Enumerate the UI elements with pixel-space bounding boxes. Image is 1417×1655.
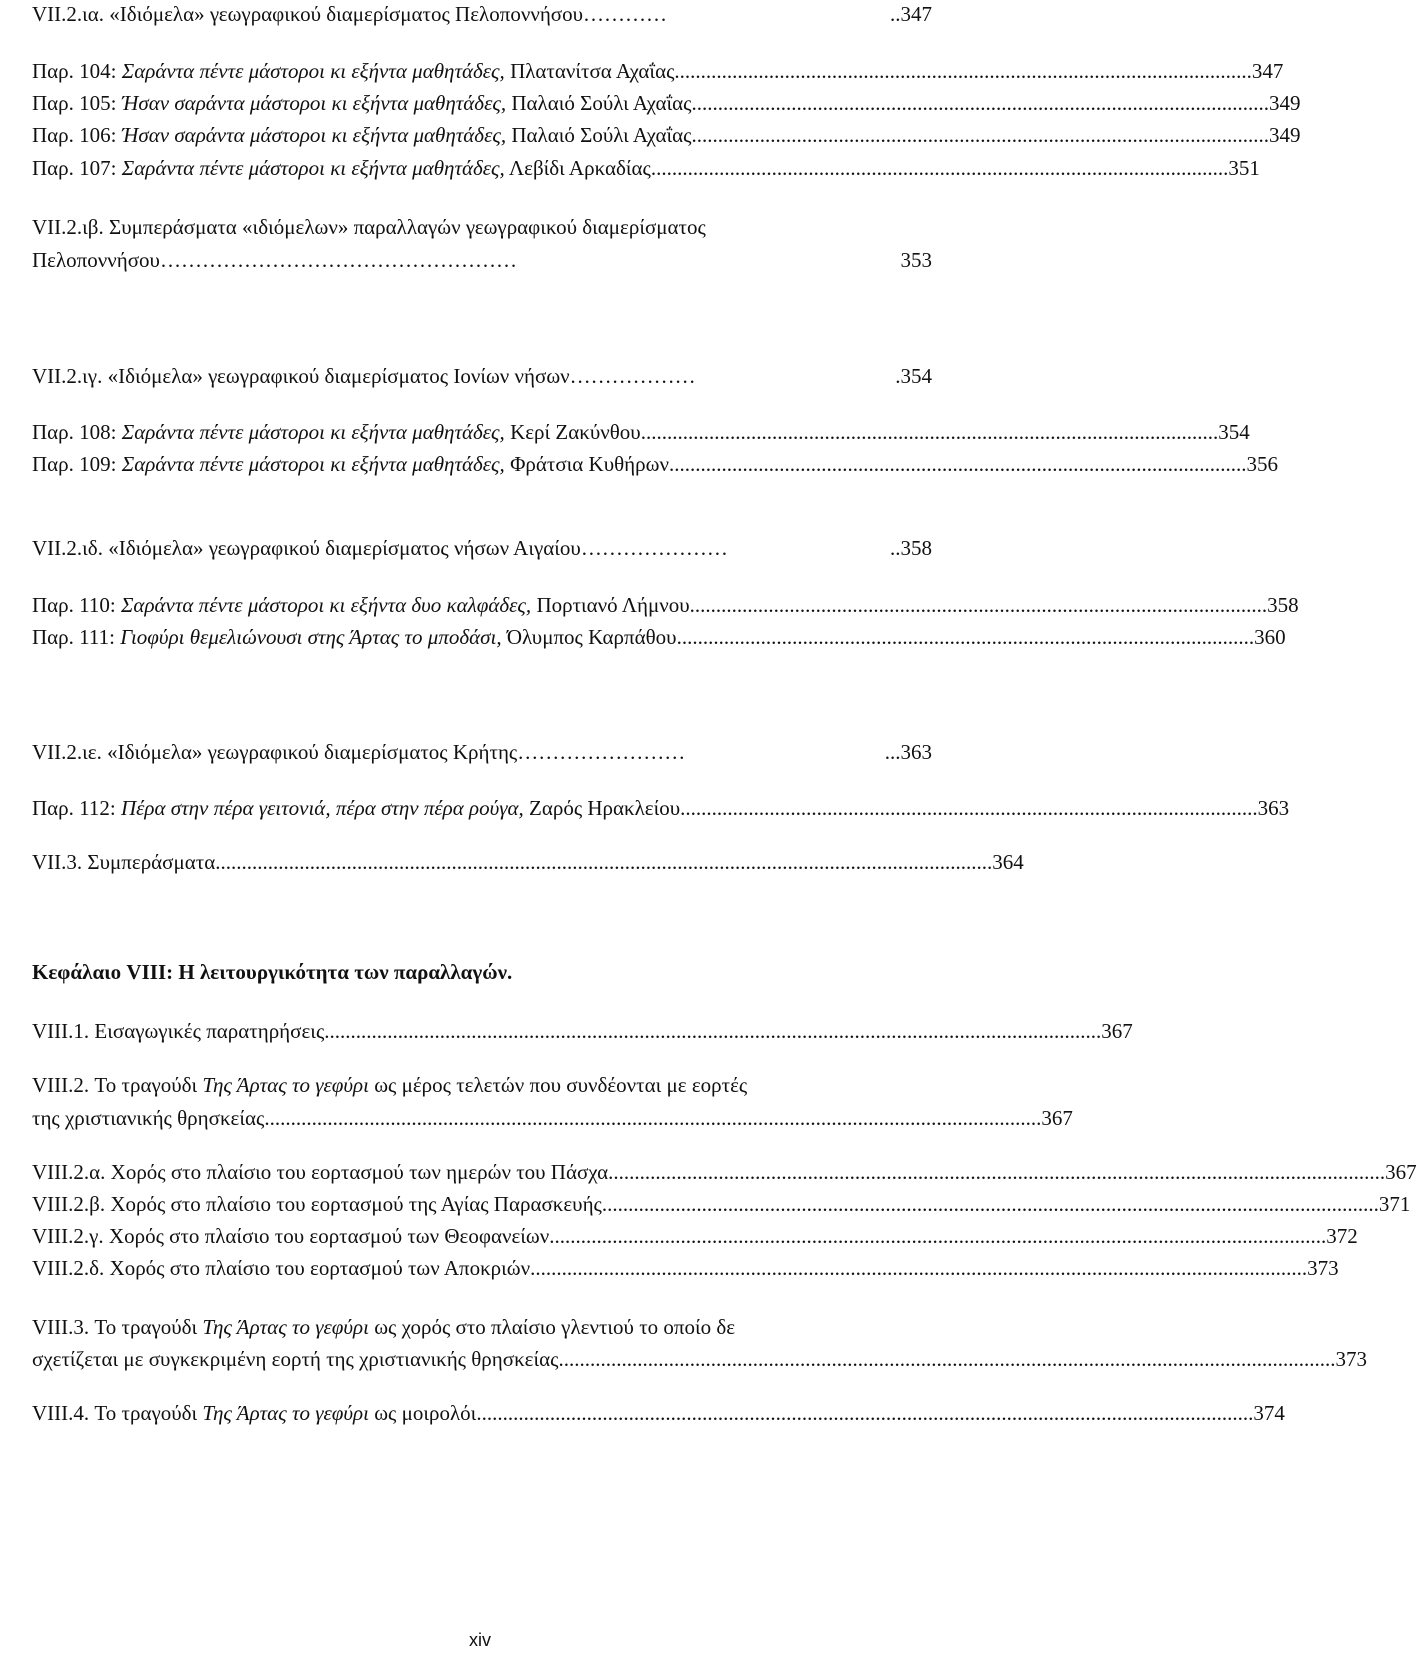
entry-title: VIII.2.β. Χορός στο πλαίσιο του εορτασμού της Αγίας Παρασκευής	[32, 1192, 602, 1216]
page-number: 356	[1246, 452, 1278, 476]
entry-suffix: Πορτιανό Λήμνου	[531, 593, 690, 617]
dot-leader: ....................................................................................................................................................	[549, 1224, 1327, 1248]
entry-italic: Σαράντα πέντε μάστοροι κι εξήντα δυο καλφάδες,	[120, 593, 532, 617]
toc-entry	[32, 1222, 1358, 1250]
page-number: ..358	[890, 536, 932, 560]
dot-leader: ..............................................................................................................	[640, 420, 1219, 444]
toc-entry	[32, 1254, 1339, 1282]
page-number: 353	[900, 248, 932, 272]
page-number: 373	[1335, 1347, 1367, 1371]
toc-entry	[32, 246, 932, 274]
toc-entry	[32, 1158, 1417, 1186]
dot-leader: …………	[583, 2, 668, 26]
page-number: 347	[1251, 59, 1284, 83]
entry-prefix: VIII.4. Το τραγούδι	[32, 1401, 203, 1425]
dot-leader: ……………………	[517, 740, 686, 764]
toc-entry	[32, 1399, 1285, 1427]
entry-suffix: Παλαιό Σούλι Αχαΐας	[506, 123, 692, 147]
entry-italic: Πέρα στην πέρα γειτονιά, πέρα στην πέρα ρούγα,	[120, 796, 524, 820]
toc-entry	[32, 89, 1301, 117]
entry-suffix: Λεβίδι Αρκαδίας	[504, 156, 651, 180]
dot-leader: ..............................................................................................................	[691, 123, 1269, 147]
dot-leader: ....................................................................................................................................................	[558, 1347, 1336, 1371]
page-number: .354	[895, 364, 932, 388]
toc-page	[32, 0, 1417, 1655]
page-number: 371	[1378, 1192, 1411, 1216]
dot-leader: ....................................................................................................................................................	[601, 1192, 1379, 1216]
toc-entry	[32, 1104, 1073, 1132]
dot-leader: ..............................................................................................................	[668, 452, 1247, 476]
entry-prefix: Παρ. 104:	[32, 59, 122, 83]
toc-entry-line	[32, 1313, 735, 1341]
dot-leader: ..............................................................................................................	[680, 796, 1258, 820]
dot-leader: ……………………………………………	[159, 248, 517, 272]
entry-suffix: Πλατανίτσα Αχαΐας	[504, 59, 675, 83]
dot-leader: …………………	[580, 536, 728, 560]
toc-entry	[32, 154, 1260, 182]
entry-title: της χριστιανικής θρησκείας	[32, 1106, 265, 1130]
entry-italic: Σαράντα πέντε μάστοροι κι εξήντα μαθητάδες,	[121, 420, 505, 444]
entry-italic: Ήσαν σαράντα μάστοροι κι εξήντα μαθητάδες,	[121, 123, 507, 147]
entry-title: VIII.1. Εισαγωγικές παρατηρήσεις	[32, 1019, 325, 1043]
toc-entry-line: VII.2.ιβ. Συμπεράσματα «ιδιόμελων» παραλλαγών γεωγραφικού διαμερίσματος	[32, 215, 706, 239]
page-number: 351	[1228, 156, 1260, 180]
toc-entry	[32, 534, 932, 562]
page-number: 349	[1268, 123, 1301, 147]
entry-title: VII.2.ιε. «Ιδιόμελα» γεωγραφικού διαμερίσματος Κρήτης	[32, 740, 518, 764]
page-number: 367	[1101, 1019, 1133, 1043]
entry-suffix: ως χορός στο πλαίσιο γλεντιού το οποίο δε	[368, 1315, 736, 1339]
page-number: 372	[1326, 1224, 1358, 1248]
page-number: 364	[992, 850, 1024, 874]
page-number: 374	[1253, 1401, 1285, 1425]
toc-entry	[32, 57, 1284, 85]
entry-prefix: Παρ. 111:	[32, 625, 121, 649]
page-number: 367	[1385, 1160, 1417, 1184]
entry-title: VIII.2.α. Χορός στο πλαίσιο του εορτασμού των ημερών του Πάσχα	[32, 1160, 609, 1184]
entry-prefix: VIII.3. Το τραγούδι	[32, 1315, 203, 1339]
entry-italic: Γιοφύρι θεμελιώνουσι στης Άρτας το μποδάσι,	[120, 625, 502, 649]
page-number: 367	[1041, 1106, 1073, 1130]
entry-suffix: Ζαρός Ηρακλείου	[523, 796, 681, 820]
page-number: ...363	[884, 740, 932, 764]
page-number: 358	[1267, 593, 1299, 617]
dot-leader: ....................................................................................................................................................	[530, 1256, 1308, 1280]
dot-leader: ..............................................................................................................	[691, 91, 1269, 115]
entry-italic: Της Άρτας το γεφύρι	[202, 1401, 369, 1425]
dot-leader: ....................................................................................................................................................	[264, 1106, 1042, 1130]
dot-leader: ..............................................................................................................	[674, 59, 1252, 83]
entry-title: VII.2.ιγ. «Ιδιόμελα» γεωγραφικού διαμερίσματος Ιονίων νήσων	[32, 364, 570, 388]
toc-entry	[32, 848, 1024, 876]
entry-italic: Της Άρτας το γεφύρι	[202, 1073, 369, 1097]
entry-prefix: Παρ. 112:	[32, 796, 121, 820]
dot-leader: ....................................................................................................................................................	[476, 1401, 1254, 1425]
entry-title: Πελοποννήσου	[32, 248, 160, 272]
entry-suffix: Κερί Ζακύνθου	[504, 420, 641, 444]
dot-leader: ....................................................................................................................................................	[215, 850, 993, 874]
entry-suffix: Παλαιό Σούλι Αχαΐας	[506, 91, 692, 115]
page-number-footer: xiv	[469, 1630, 491, 1650]
entry-title: σχετίζεται με συγκεκριμένη εορτή της χριστιανικής θρησκείας	[32, 1347, 559, 1371]
toc-entry	[32, 450, 1278, 478]
toc-entry	[32, 794, 1290, 822]
toc-entry	[32, 591, 1299, 619]
toc-entry	[32, 418, 1250, 446]
dot-leader: ....................................................................................................................................................	[324, 1019, 1102, 1043]
entry-prefix: Παρ. 106:	[32, 123, 122, 147]
entry-suffix: Όλυμπος Καρπάθου	[501, 625, 677, 649]
dot-leader: ....................................................................................................................................................	[608, 1160, 1386, 1184]
entry-suffix: Φράτσια Κυθήρων	[504, 452, 669, 476]
entry-title: VIII.2.δ. Χορός στο πλαίσιο του εορτασμού των Αποκριών	[32, 1256, 531, 1280]
dot-leader: ..............................................................................................................	[676, 625, 1255, 649]
entry-italic: Σαράντα πέντε μάστοροι κι εξήντα μαθητάδες,	[121, 156, 505, 180]
entry-prefix: Παρ. 110:	[32, 593, 121, 617]
page-number: 349	[1268, 91, 1301, 115]
toc-entry	[32, 1345, 1367, 1373]
toc-entry	[32, 1017, 1133, 1045]
dot-leader: ..............................................................................................................	[650, 156, 1229, 180]
entry-title: VIII.2.γ. Χορός στο πλαίσιο του εορτασμού των Θεοφανείων	[32, 1224, 550, 1248]
toc-entry	[32, 623, 1286, 651]
entry-prefix: Παρ. 109:	[32, 452, 122, 476]
entry-prefix: VIII.2. Το τραγούδι	[32, 1073, 203, 1097]
dot-leader: ………………	[569, 364, 696, 388]
toc-entry	[32, 1190, 1411, 1218]
dot-leader: ..............................................................................................................	[689, 593, 1268, 617]
toc-entry-line	[32, 1071, 747, 1099]
entry-italic: Σαράντα πέντε μάστοροι κι εξήντα μαθητάδες,	[121, 452, 505, 476]
page-number: 360	[1254, 625, 1286, 649]
entry-prefix: Παρ. 108:	[32, 420, 122, 444]
page-number: ..347	[890, 2, 932, 26]
page-number: 354	[1218, 420, 1250, 444]
toc-entry	[32, 362, 932, 390]
entry-suffix: ως μοιρολόι	[368, 1401, 477, 1425]
page-number: 363	[1257, 796, 1290, 820]
chapter-heading: Κεφάλαιο VIII: Η λειτουργικότητα των παραλλαγών.	[32, 960, 513, 984]
entry-italic: Ήσαν σαράντα μάστοροι κι εξήντα μαθητάδες,	[121, 91, 507, 115]
entry-title: VII.2.ιδ. «Ιδιόμελα» γεωγραφικού διαμερίσματος νήσων Αιγαίου	[32, 536, 581, 560]
toc-entry	[32, 0, 932, 28]
entry-title: VII.3. Συμπεράσματα	[32, 850, 216, 874]
entry-prefix: Παρ. 107:	[32, 156, 122, 180]
toc-entry	[32, 121, 1301, 149]
entry-italic: Σαράντα πέντε μάστοροι κι εξήντα μαθητάδες,	[121, 59, 505, 83]
page-number: 373	[1307, 1256, 1339, 1280]
toc-entry	[32, 738, 932, 766]
entry-italic: Της Άρτας το γεφύρι	[202, 1315, 369, 1339]
entry-suffix: ως μέρος τελετών που συνδέονται με εορτές	[368, 1073, 748, 1097]
entry-title: VII.2.ια. «Ιδιόμελα» γεωγραφικού διαμερίσματος Πελοποννήσου	[32, 2, 584, 26]
entry-prefix: Παρ. 105:	[32, 91, 122, 115]
